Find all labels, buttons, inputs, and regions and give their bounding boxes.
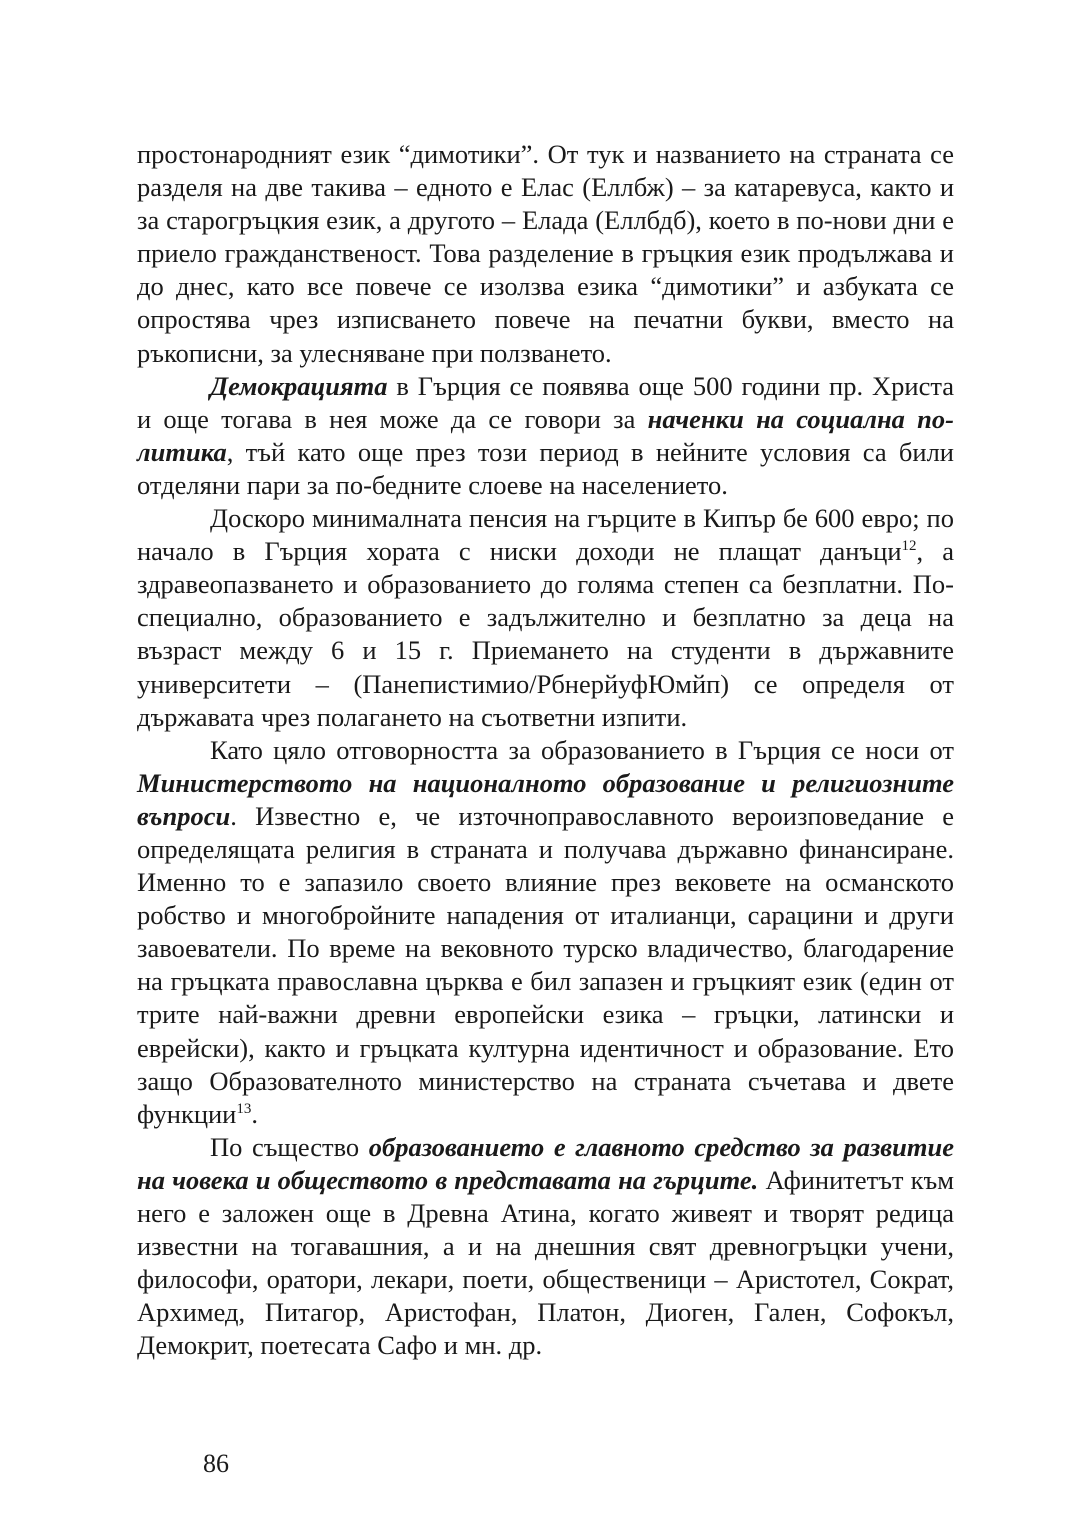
footnote-ref-13[interactable]: 13	[236, 1100, 252, 1117]
paragraph-5	[137, 1131, 954, 1363]
paragraph-5-text-1: По същество	[210, 1131, 369, 1162]
term-education-main-means: образованието е главното средство за развитие на човека и обществото в представата на гърците.	[137, 1131, 954, 1195]
paragraph-1-text: простонародният език “димотики”. От тук и названието на страната се разделя на две такива – едното е Елас (Еллбж) – за катаревуса, както и за старогръцкия език, а другото – Елада (Еллбдб), което в по-нови дни е приело гражданственост. Това разделение в гръцкия език продължава и до днес, като все повече се изолзва езика “димотики” и азбуката се опростява чрез изписването повече на печатни букви, вместо на ръкописни, за улесняване при ползването.	[137, 139, 954, 368]
paragraph-3	[137, 502, 954, 734]
page-number: 86	[203, 1449, 229, 1478]
term-social-policy: наченки на социална политика	[137, 403, 954, 467]
paragraph-1	[137, 138, 954, 370]
term-democracy: Демокрацията	[210, 370, 388, 401]
paragraph-4-text-1: Като цяло отговорността за образованието в Гърция се носи от	[210, 734, 954, 765]
paragraph-4-text-3: .	[251, 1098, 258, 1129]
paragraph-2-text-1: в Гърция се появява още 500 години пр. Христа и още тогава в нея може да се говори за	[137, 370, 954, 434]
paragraph-3-text-2: , а здравеопазването и образованието до голяма степен са безплатни. По-специално, образованието е задължително и безплатно за деца на възраст между 6 и 15 г. Приемането на студенти в държавните университети – (Панепистимио/РбнерйуфЮмйп) се определя от държавата чрез полагането на съответни изпити.	[137, 536, 955, 732]
footnote-ref-12[interactable]: 12	[901, 538, 917, 555]
page-body	[137, 138, 954, 1362]
paragraph-3-text-1: Доскоро минималната пенсия на гърците в Кипър бе 600 евро; по начало в Гърция хората с ниски доходи не плащат данъци	[137, 503, 954, 567]
paragraph-5-text-2: Афинитетът към него е заложен още в Древна Атина, когато живеят и творят редица известни на тогавашния, а и на днешния свят древногръцки учени, философи, оратори, лекари, поети, общественици – Аристотел, Сократ, Архимед, Питагор, Аристофан, Платон, Диоген, Гален, Софокъл, Демокрит, поетесата Сафо и мн. др.	[137, 1164, 954, 1361]
paragraph-4-text-2: . Известно е, че източноправославното вероизповедание е определящата религия в страната и получава държавно финансиране. Именно то е запазило своето влияние през вековете на османското робство и многобройните нападения от италианци, сарацини и други завоеватели. По време на вековното турско владичество, благодарение на гръцката православна църква е бил запазен и гръцкият език (един от трите най-важни древни европейски езика – гръцки, латински и еврейски), както и гръцката културна идентичност и образование. Ето защо Образователното министерство на страната съчетава и двете функции	[137, 800, 954, 1129]
paragraph-4	[137, 734, 954, 1131]
term-ministry: Министерството на националното образование и религиозните въпроси	[137, 767, 954, 831]
paragraph-2	[137, 370, 954, 502]
paragraph-2-text-2: , тъй като още през този период в нейните условия са били отделяни пари за по-бедните слоеве на населението.	[137, 436, 954, 500]
